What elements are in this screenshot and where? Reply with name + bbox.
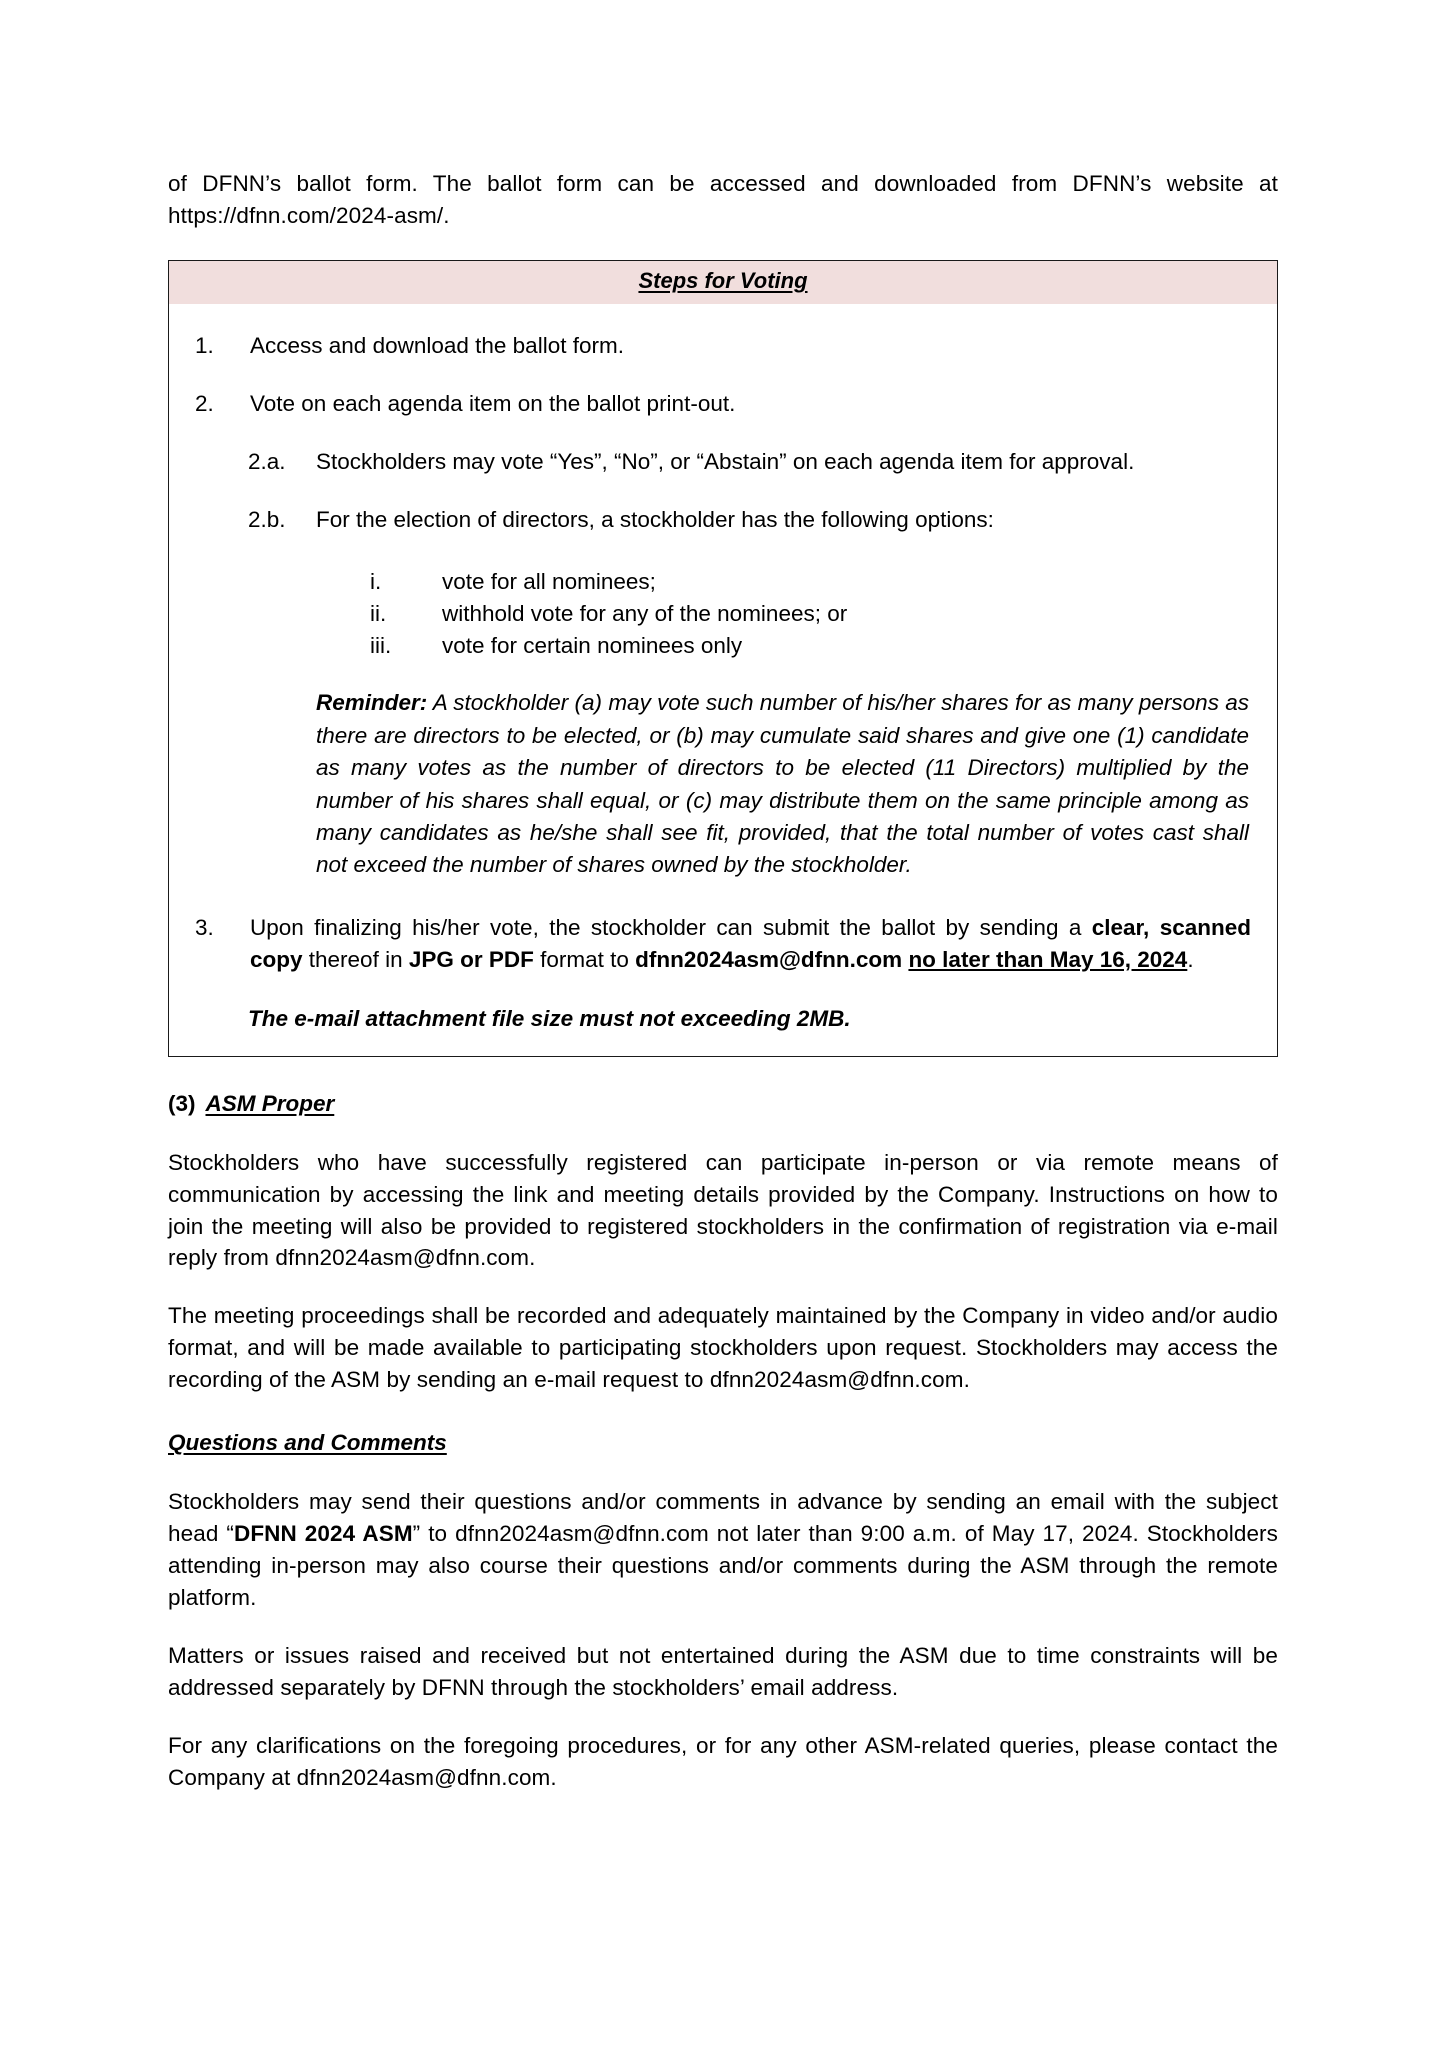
step-item-2 bbox=[195, 388, 1251, 420]
intro-paragraph: of DFNN’s ballot form. The ballot form can be accessed and downloaded from DFNN’s website at https://dfnn.com/2024-asm/. bbox=[168, 171, 1278, 228]
step-item-1 bbox=[195, 330, 1251, 362]
director-election-options-list bbox=[370, 566, 1251, 662]
option-text: withhold vote for any of the nominees; or bbox=[442, 600, 848, 626]
steps-box-body bbox=[169, 304, 1277, 1056]
option-marker: iii. bbox=[370, 632, 392, 658]
substep-text: Stockholders may vote “Yes”, “No”, or “Abstain” on each agenda item for approval. bbox=[316, 448, 1135, 474]
step3-part5: . bbox=[1187, 946, 1194, 972]
questions-p1-part1: Stockholders may send their questions and/or comments in advance by sending an email with the subject head “ bbox=[168, 1489, 1278, 1547]
attachment-size-note: The e-mail attachment file size must not exceeding 2MB. bbox=[248, 1005, 851, 1031]
asm-proper-heading bbox=[168, 1091, 1278, 1117]
step3-bold-clear-scanned-copy: clear, scanned copy bbox=[250, 914, 1251, 972]
step-marker: 1. bbox=[195, 332, 214, 358]
option-marker: i. bbox=[370, 568, 382, 594]
questions-paragraph-1 bbox=[168, 1486, 1278, 1614]
substep-item-2b bbox=[248, 504, 1251, 536]
step-item-3 bbox=[195, 912, 1251, 976]
steps-box-title: Steps for Voting bbox=[638, 267, 808, 293]
asm-proper-paragraph-1: Stockholders who have successfully registered can participate in-person or via remote means of communication by accessing the link and meeting details provided by the Company. Instructions on how to join the meeting will also be provided to registered stockholders in the confirmation of registration via e-mail reply from dfnn2024asm@dfnn.com. bbox=[168, 1149, 1278, 1271]
step3-part3: format to bbox=[533, 946, 636, 972]
step3-part1: Upon finalizing his/her vote, the stockholder can submit the ballot by sending a bbox=[250, 914, 1092, 940]
option-item-ii bbox=[370, 598, 1251, 630]
substep-marker: 2.b. bbox=[248, 506, 286, 532]
asm-proper-heading-title: ASM Proper bbox=[205, 1090, 335, 1116]
option-text: vote for all nominees; bbox=[442, 568, 656, 594]
step3-bold-format: JPG or PDF bbox=[408, 946, 534, 972]
questions-and-comments-heading: Questions and Comments bbox=[168, 1430, 447, 1456]
asm-proper-paragraph-2: The meeting proceedings shall be recorded and adequately maintained by the Company in video and/or audio format, and will be made available to participating stockholders upon request. Stockholders may access the recording of the ASM by sending an e-mail request to dfnn2024asm@dfnn.com. bbox=[168, 1303, 1278, 1393]
option-item-iii bbox=[370, 630, 1251, 662]
steps-box-header bbox=[169, 261, 1277, 304]
substep-item-2a bbox=[248, 446, 1251, 478]
step3-deadline: no later than May 16, 2024 bbox=[908, 946, 1188, 972]
step3-bold-email: dfnn2024asm@dfnn.com bbox=[635, 946, 903, 972]
questions-paragraph-2: Matters or issues raised and received but not entertained during the ASM due to time constraints will be addressed separately by DFNN through the stockholders’ email address. bbox=[168, 1642, 1278, 1700]
reminder-label: Reminder: bbox=[316, 690, 428, 716]
step-marker: 3. bbox=[195, 914, 214, 940]
reminder-text: A stockholder (a) may vote such number of his/her shares for as many persons as there are directors to be elected, or (b) may cumulate said shares and give one (1) candidate as many votes as the number of directors to be elected (11 Directors) multiplied by the number of his shares shall equal, or (c) may distribute them on the same principle among as many candidates as he/she shall see fit, provided, that the total number of votes cast shall not exceed the number of shares owned by the stockholder. bbox=[316, 690, 1249, 878]
asm-proper-heading-number: (3) bbox=[168, 1090, 196, 1116]
step-text: Vote on each agenda item on the ballot print-out. bbox=[250, 390, 736, 416]
step-text: Access and download the ballot form. bbox=[250, 332, 624, 358]
reminder-block bbox=[316, 687, 1249, 881]
substep-marker: 2.a. bbox=[248, 448, 286, 474]
option-text: vote for certain nominees only bbox=[442, 632, 743, 658]
option-item-i bbox=[370, 566, 1251, 598]
questions-p1-part2: ” to dfnn2024asm@dfnn.com not later than 9:00 a.m. of May 17, 2024. Stockholders attending in-person may also course their questions and/or comments during the ASM through the remote platform. bbox=[168, 1521, 1278, 1611]
step3-part2: thereof in bbox=[302, 946, 409, 972]
step-marker: 2. bbox=[195, 390, 214, 416]
step-text bbox=[250, 912, 1251, 976]
questions-p1-subject-head: DFNN 2024 ASM bbox=[233, 1521, 413, 1547]
questions-paragraph-3: For any clarifications on the foregoing procedures, or for any other ASM-related queries, please contact the Company at dfnn2024asm@dfnn.com. bbox=[168, 1732, 1278, 1790]
page-content bbox=[168, 168, 1278, 1820]
option-marker: ii. bbox=[370, 600, 387, 626]
steps-for-voting-box bbox=[168, 260, 1278, 1057]
substep-text: For the election of directors, a stockholder has the following options: bbox=[316, 506, 994, 532]
